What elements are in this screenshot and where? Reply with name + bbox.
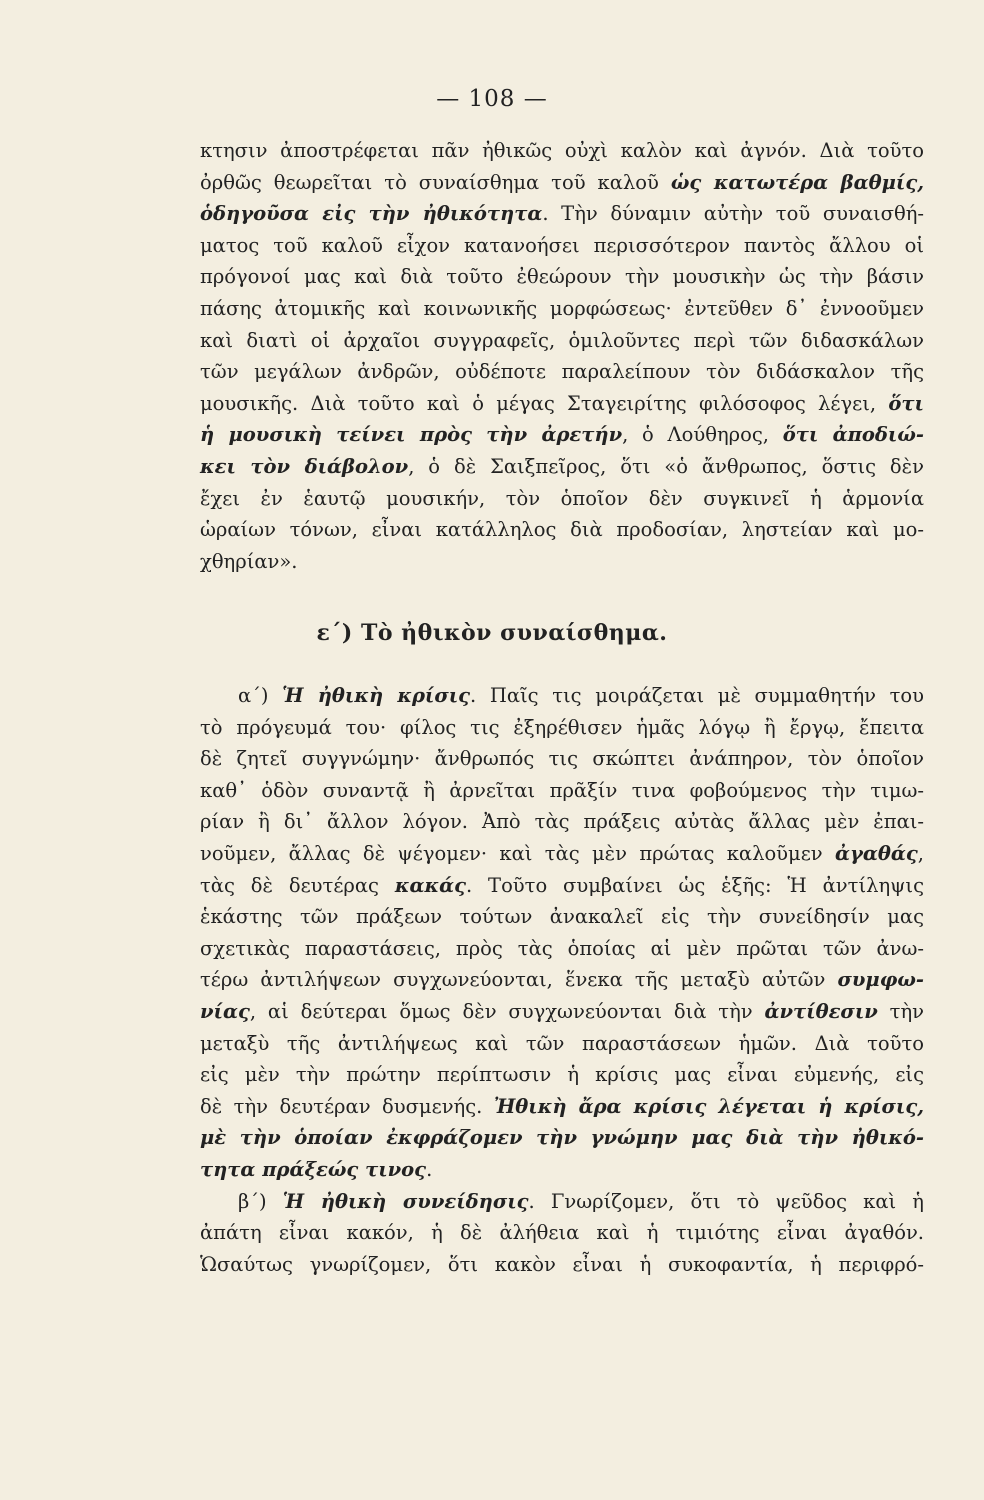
text-line: δὲ ζητεῖ συγγνώμην· ἄνθρωπός τις σκώπτει ἀνάπηρον, τὸν ὁποῖον [200,747,924,771]
text-line: ὁδηγοῦσα εἰς τὴν ἠθικότητα. Τὴν δύναμιν αὐτὴν τοῦ συναισθή- [200,202,924,226]
text-line: τὰς δὲ δευτέρας κακάς. Τοῦτο συμβαίνει ὡς ἑξῆς: Ἡ ἀντίληψις [200,873,924,897]
text-line: ματος τοῦ καλοῦ εἶχον κατανοήσει περισσότερον παντὸς ἄλλου οἱ [200,233,924,257]
text-line: χθηρίαν». [200,549,298,573]
text-line: Ὡσαύτως γνωρίζομεν, ὅτι κακὸν εἶναι ἡ συκοφαντία, ἡ περιφρό- [200,1252,924,1276]
text-line: κτησιν ἀποστρέφεται πᾶν ἠθικῶς οὐχὶ καλὸν καὶ ἀγνόν. Διὰ τοῦτο [200,139,924,162]
text-line: ἀπάτη εἶναι κακόν, ἡ δὲ ἀλήθεια καὶ ἡ τιμιότης εἶναι ἀγαθόν. [200,1221,924,1245]
text-line: τῶν μεγάλων ἀνδρῶν, οὐδέποτε παραλείπουν τὸν διδάσκαλον τῆς [200,360,924,384]
text-line: ὡραίων τόνων, εἶναι κατάλληλος διὰ προδοσίαν, ληστείαν καὶ μο- [200,518,924,542]
text-line: ρίαν ἢ δι᾿ ἄλλον λόγον. Ἀπὸ τὰς πράξεις αὐτὰς ἄλλας μὲν ἐπαι- [200,810,924,834]
text-line: σχετικὰς παραστάσεις, πρὸς τὰς ὁποίας αἱ μὲν πρῶται τῶν ἀνω- [200,936,924,960]
text-line: νοῦμεν, ἄλλας δὲ ψέγομεν· καὶ τὰς μὲν πρώτας καλοῦμεν ἀγαθάς, [200,841,924,865]
text-line: τητα πράξεώς τινος. [200,1157,433,1181]
text-line: εἰς μὲν τὴν πρώτην περίπτωσιν ἡ κρίσις μας εἶναι εὐμενής, εἰς [200,1063,924,1087]
text-line: ἡ μουσικὴ τείνει πρὸς τὴν ἀρετήν, ὁ Λούθηρος, ὅτι ἀποδιώ- [200,423,924,447]
text-line: πάσης ἀτομικῆς καὶ κοινωνικῆς μορφώσεως· ἐντεῦθεν δ᾿ ἐννοοῦμεν [200,296,924,320]
text-line: μεταξὺ τῆς ἀντιλήψεως καὶ τῶν παραστάσεων ἡμῶν. Διὰ τοῦτο [200,1031,924,1055]
text-line: δὲ τὴν δευτέραν δυσμενής. Ἠθικὴ ἄρα κρίσις λέγεται ἡ κρίσις, [200,1094,924,1118]
text-line: ἔχει ἐν ἑαυτῷ μουσικήν, τὸν ὁποῖον δὲν συγκινεῖ ἡ ἁρμονία [200,486,924,510]
text-line: ἑκάστης τῶν πράξεων τούτων ἀνακαλεῖ εἰς τὴν συνείδησίν μας [200,905,924,929]
text-line: νίας, αἱ δεύτεραι ὅμως δὲν συγχωνεύονται διὰ τὴν ἀντίθεσιν τὴν [200,999,924,1023]
text-line: καὶ διατὶ οἱ ἀρχαῖοι συγγραφεῖς, ὁμιλοῦντες περὶ τῶν διδασκάλων [200,328,924,352]
page-number: — 108 — [436,86,548,112]
paragraph-music [200,135,924,577]
text-line: πρόγονοί μας καὶ διὰ τοῦτο ἐθεώρουν τὴν μουσικὴν ὡς τὴν βάσιν [200,265,924,289]
text-line: κει τὸν διάβολον, ὁ δὲ Σαιξπεῖρος, ὅτι «ὁ ἄνθρωπος, ὅστις δὲν [200,454,924,478]
text-line: καθ᾿ ὁδὸν συναντᾷ ἢ ἀρνεῖται πρᾶξίν τινα φοβούμενος τὴν τιμω- [200,778,924,802]
text-line: ὀρθῶς θεωρεῖται τὸ συναίσθημα τοῦ καλοῦ ὡς κατωτέρα βαθμίς, [200,170,924,194]
text-line: α΄) Ἡ ἠθικὴ κρίσις. Παῖς τις μοιράζεται μὲ συμμαθητήν του [238,684,924,707]
text-line: τὸ πρόγευμά του· φίλος τις ἐξηρέθισεν ἡμᾶς λόγῳ ἢ ἔργῳ, ἔπειτα [200,715,924,739]
text-line: β΄) Ἡ ἠθικὴ συνείδησις. Γνωρίζομεν, ὅτι τὸ ψεῦδος καὶ ἡ [238,1189,924,1213]
text-line: μὲ τὴν ὁποίαν ἐκφράζομεν τὴν γνώμην μας διὰ τὴν ἠθικό- [200,1126,924,1150]
text-line: τέρω ἀντιλήψεων συγχωνεύονται, ἕνεκα τῆς μεταξὺ αὐτῶν συμφω- [200,968,924,992]
text-line: μουσικῆς. Διὰ τοῦτο καὶ ὁ μέγας Σταγειρίτης φιλόσοφος λέγει, ὅτι [200,391,924,415]
paragraph-ethical-judgment [200,680,924,1280]
section-heading: ε΄) Τὸ ἠθικὸν συναίσθημα. [316,620,668,646]
